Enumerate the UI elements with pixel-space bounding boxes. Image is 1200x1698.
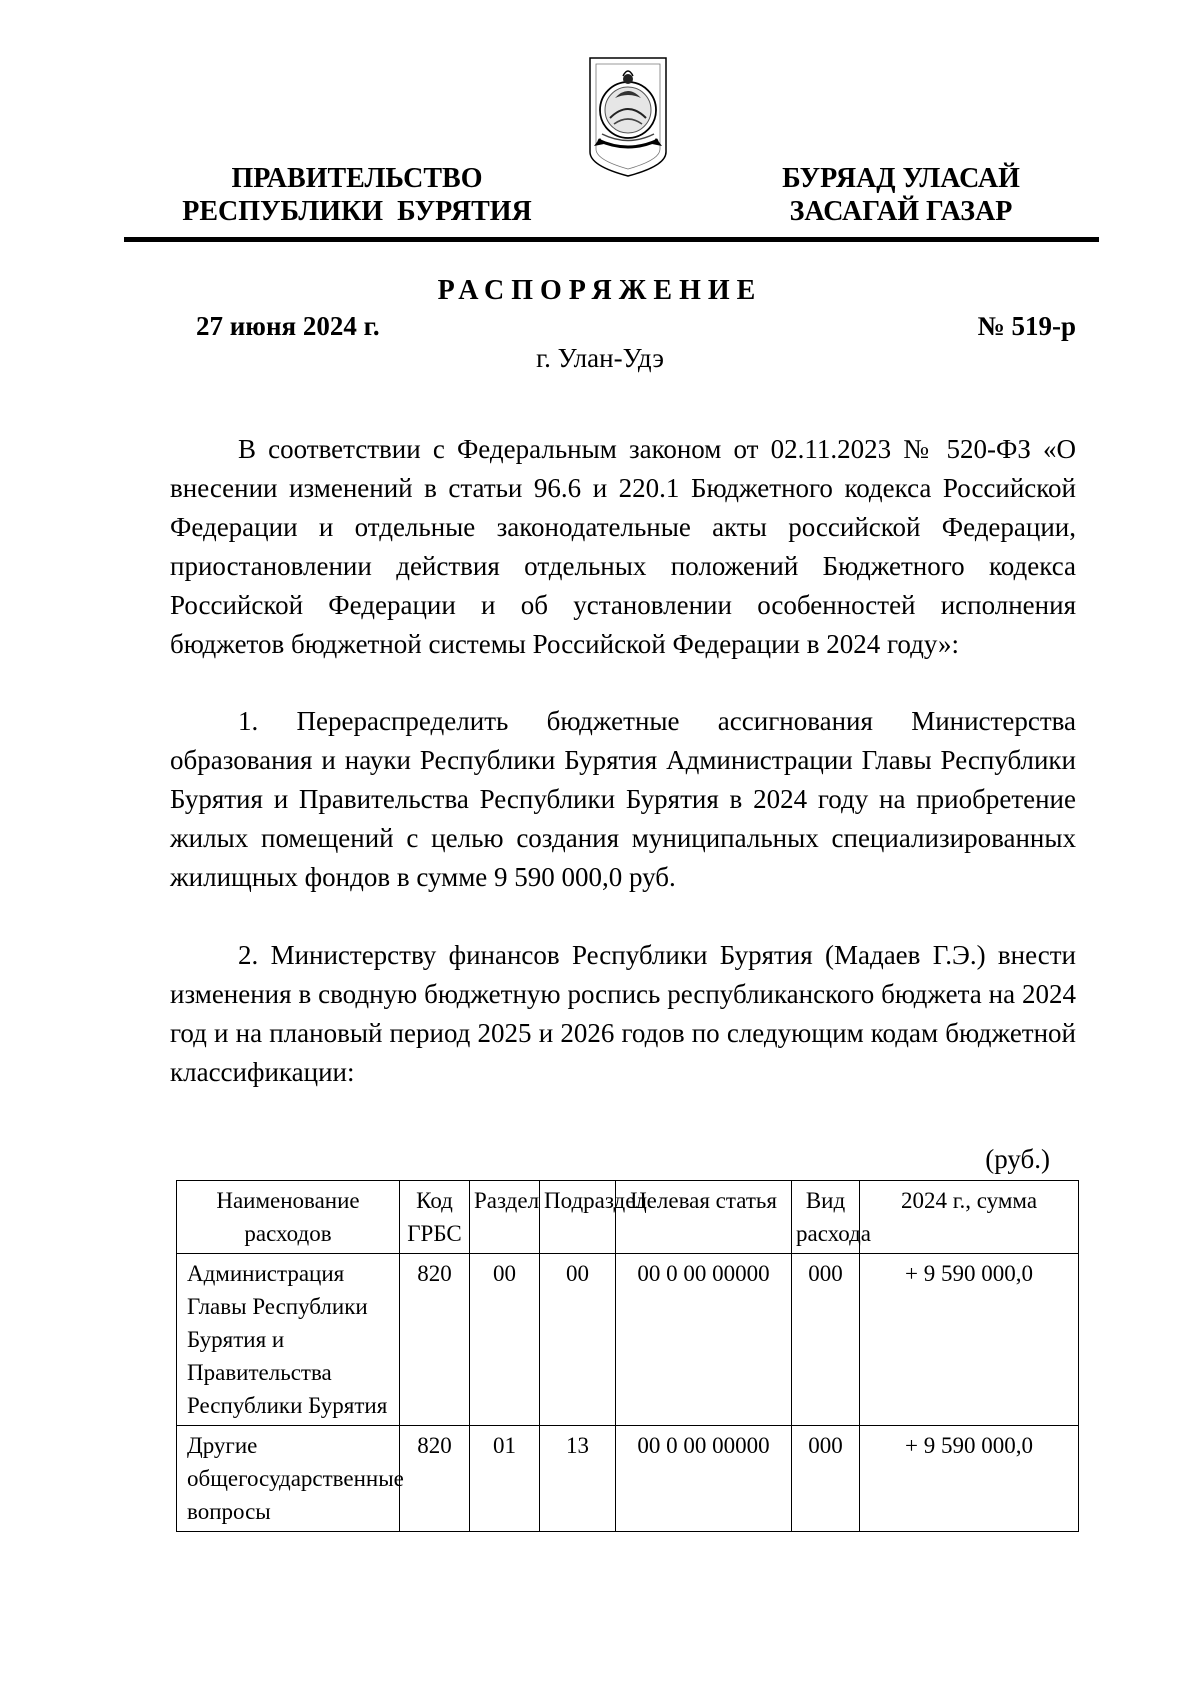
cell-target: 00 0 00 00000 (616, 1254, 792, 1426)
table-units: (руб.) (985, 1144, 1050, 1174)
item-2-paragraph: 2. Министерству финансов Республики Бурятия (Мадаев Г.Э.) внести изменения в сводную бюджетную роспись республиканского бюджета на 2024 год и на плановый период 2025 и 2026 годов по следующим кодам бюджетной классификации: (170, 940, 1076, 1087)
cell-sum: + 9 590 000,0 (860, 1426, 1079, 1532)
table-header-row (177, 1181, 1079, 1254)
cell-vid: 000 (792, 1254, 860, 1426)
cell-grbs: 820 (400, 1426, 470, 1532)
cell-name: Администрация Главы Республики Бурятия и Правительства Республики Бурятия (177, 1254, 400, 1426)
issuer-line-2: РЕСПУБЛИКИ БУРЯТИЯ (182, 196, 532, 227)
item-1-paragraph: 1. Перераспределить бюджетные ассигнования Министерства образования и науки Республики Бурятия Администрации Главы Республики Бурятия и Правительства Республики Бурятия в 2024 году на приобретение жилых помещений с целью создания муниципальных специализированных жилищных фондов в сумме 9 590 000,0 руб. (170, 706, 1076, 892)
issuer-name-buryat (760, 162, 1042, 228)
cell-podrazdel: 13 (540, 1426, 616, 1532)
col-header-razdel: Раздел (470, 1181, 540, 1254)
table-row (177, 1254, 1079, 1426)
cell-podrazdel: 00 (540, 1254, 616, 1426)
cell-name: Другие общегосударственные вопросы (177, 1426, 400, 1532)
col-header-name: Наименование расходов (177, 1181, 400, 1254)
coat-of-arms-icon (584, 54, 672, 180)
cell-grbs: 820 (400, 1254, 470, 1426)
document-date: 27 июня 2024 г. (196, 311, 380, 341)
cell-razdel: 01 (470, 1426, 540, 1532)
cell-target: 00 0 00 00000 (616, 1426, 792, 1532)
document-city: г. Улан-Удэ (536, 343, 664, 373)
cell-vid: 000 (792, 1426, 860, 1532)
header-divider (124, 237, 1099, 242)
preamble-paragraph: В соответствии с Федеральным законом от 02.11.2023 № 520-ФЗ «О внесении изменений в статьи 96.6 и 220.1 Бюджетного кодекса Российской Федерации и отдельные законодательные акты российской Федерации, приостановлении действия отдельных положений Бюджетного кодекса Российской Федерации и об установлении особенностей исполнения бюджетов бюджетной системы Российской Федерации в 2024 году»: (170, 434, 1076, 659)
budget-table (176, 1180, 1079, 1532)
issuer-name-russian (168, 162, 546, 228)
document-type: РАСПОРЯЖЕНИЕ (437, 275, 763, 306)
document-number: № 519-р (977, 311, 1076, 341)
col-header-sum: 2024 г., сумма (860, 1181, 1079, 1254)
col-header-podrazdel: Подраздел (540, 1181, 616, 1254)
issuer-buryat-line-1: БУРЯАД УЛАСАЙ (782, 163, 1020, 194)
issuer-buryat-line-2: ЗАСАГАЙ ГАЗАР (789, 196, 1013, 227)
cell-razdel: 00 (470, 1254, 540, 1426)
col-header-grbs: Код ГРБС (400, 1181, 470, 1254)
cell-sum: + 9 590 000,0 (860, 1254, 1079, 1426)
col-header-vid: Вид расхода (792, 1181, 860, 1254)
issuer-line-1: ПРАВИТЕЛЬСТВО (231, 163, 483, 194)
table-row (177, 1426, 1079, 1532)
col-header-target: Целевая статья (616, 1181, 792, 1254)
